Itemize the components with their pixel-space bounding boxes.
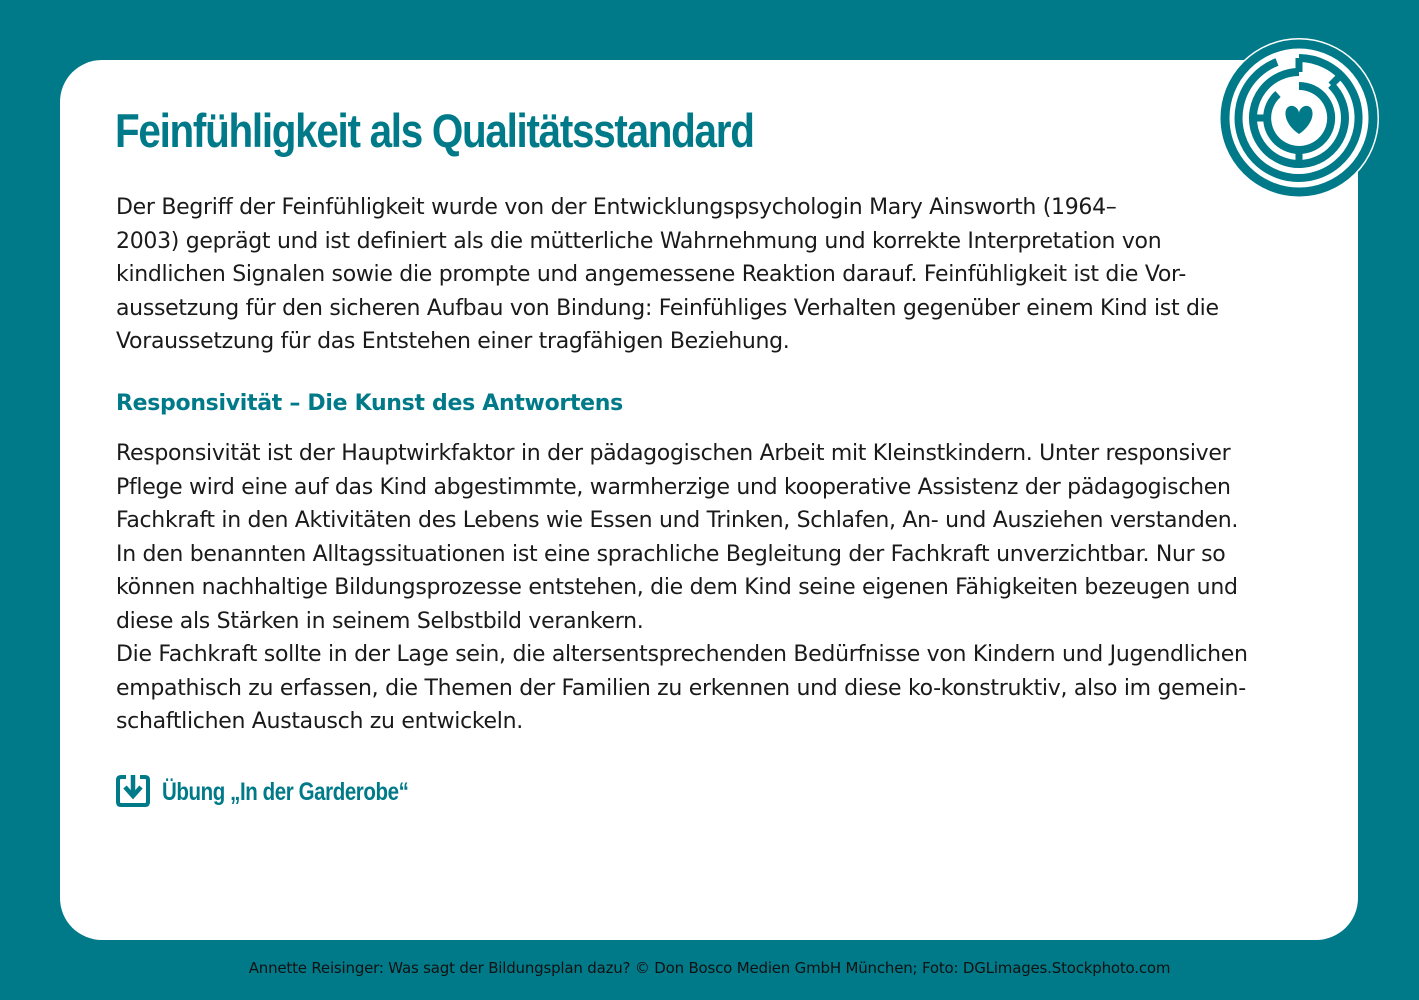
download-box-icon (116, 773, 150, 812)
paragraph-line: empathisch zu erfassen, die Themen der Familien zu erkennen und diese ko-konstruktiv, also im gemein- (116, 675, 1246, 701)
paragraph-line: Die Fachkraft sollte in der Lage sein, die altersentsprechenden Bedürfnisse von Kindern und Jugendlichen (116, 642, 1248, 667)
labyrinth-heart-icon (1219, 38, 1379, 198)
section-subheading: Responsivität – Die Kunst des Antwortens (116, 391, 623, 416)
paragraph-line: 2003) geprägt und ist definiert als die mütterliche Wahrnehmung und korrekte Interpretation von (116, 228, 1162, 254)
page-title: Feinfühligkeit als Qualitätsstandard (115, 104, 754, 157)
paragraph-line: aussetzung für den sicheren Aufbau von Bindung: Feinfühliges Verhalten gegenüber einem Kind ist die (116, 295, 1219, 321)
paragraph-line: schaftlichen Austausch zu entwickeln. (116, 709, 523, 734)
exercise-label: Übung „In der Garderobe“ (162, 778, 409, 806)
exercise-link[interactable] (116, 773, 463, 812)
responsivity-paragraph (116, 437, 1311, 739)
paragraph-line: diese als Stärken in seinem Selbstbild verankern. (116, 608, 644, 634)
paragraph-line: Der Begriff der Feinfühligkeit wurde von der Entwicklungspsychologin Mary Ainsworth (1964– (116, 195, 1117, 220)
paragraph-line: Pflege wird eine auf das Kind abgestimmte, warmherzige und kooperative Assistenz der pädagogischen (116, 474, 1231, 500)
paragraph-line: Fachkraft in den Aktivitäten des Lebens wie Essen und Trinken, Schlafen, An- und Ausziehen verstanden. (116, 508, 1239, 533)
paragraph-line: Voraussetzung für das Entstehen einer tragfähigen Beziehung. (116, 329, 790, 354)
intro-paragraph (116, 191, 1311, 359)
paragraph-line: In den benannten Alltagssituationen ist eine sprachliche Begleitung der Fachkraft unverzichtbar. Nur so (116, 541, 1226, 567)
paragraph-line: kindlichen Signalen sowie die prompte und angemessene Reaktion darauf. Feinfühligkeit ist die Vor- (116, 262, 1187, 287)
paragraph-line: Responsivität ist der Hauptwirkfaktor in der pädagogischen Arbeit mit Kleinstkindern. Unter responsiver (116, 441, 1231, 466)
copyright-footer: Annette Reisinger: Was sagt der Bildungsplan dazu? © Don Bosco Medien GmbH München; Foto: DGLimages.Stockphoto.com (248, 959, 1171, 977)
paragraph-line: können nachhaltige Bildungsprozesse entstehen, die dem Kind seine eigenen Fähigkeiten bezeugen und (116, 575, 1238, 600)
